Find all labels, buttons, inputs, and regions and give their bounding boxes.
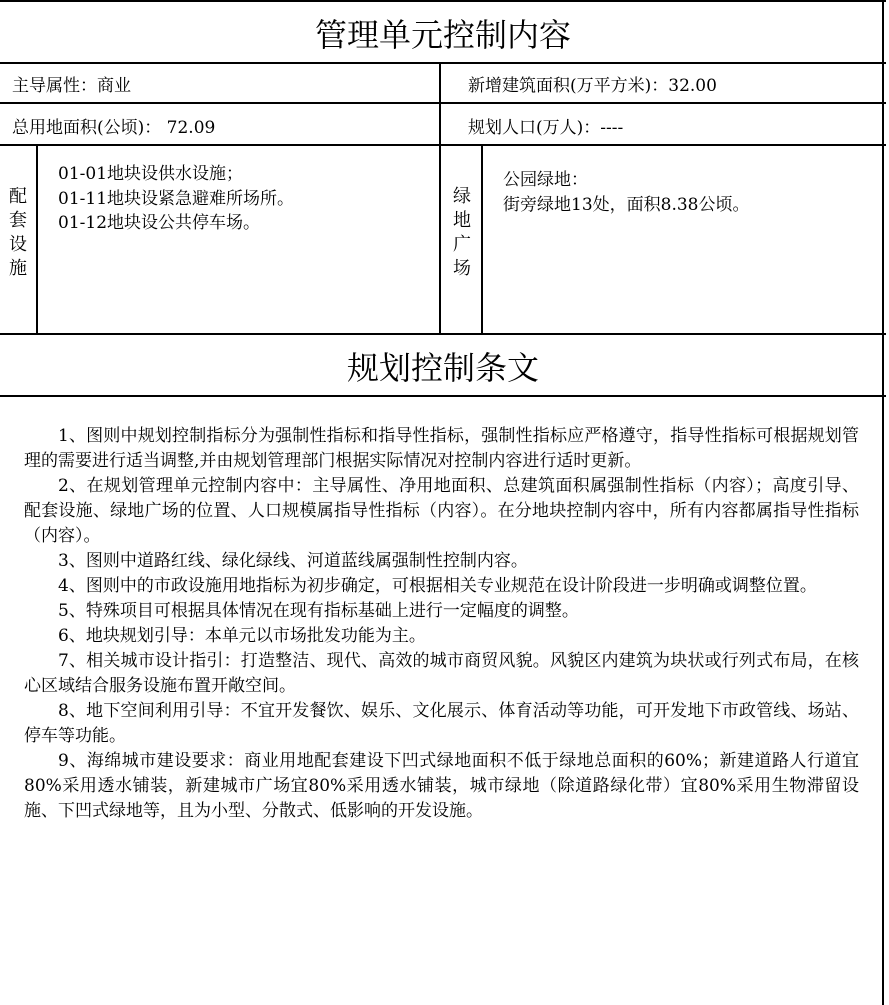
column-divider <box>481 144 483 335</box>
facilities-list <box>58 162 294 236</box>
page-title: 管理单元控制内容 <box>314 16 571 54</box>
column-divider <box>439 62 441 335</box>
list-item: 01-11地块设紧急避难所场所。 <box>58 188 295 209</box>
rule-paragraph: 8、地下空间利用引导：不宜开发餐饮、娱乐、文化展示、体育活动等功能，可开发地下市政管线、场站、停车等功能。 <box>24 701 859 746</box>
rule-paragraph: 6、地块规划引导：本单元以市场批发功能为主。 <box>58 626 426 646</box>
table-divider <box>0 102 886 104</box>
new-floor-area: 新增建筑面积(万平方米)：32.00 <box>468 76 717 96</box>
section-title: 规划控制条文 <box>346 349 539 387</box>
table-divider <box>0 333 886 335</box>
main-attribute: 主导属性：商业 <box>12 76 131 96</box>
list-item: 公园绿地： <box>503 170 588 190</box>
table-divider <box>0 144 886 146</box>
rules-text <box>24 424 859 824</box>
rule-paragraph: 9、海绵城市建设要求：商业用地配套建设下凹式绿地面积不低于绿地总面积的60%；新建道路人行道宜80%采用透水铺装，新建城市广场宜80%采用透水铺装，城市绿地（除道路绿化带）宜80%采用生物滞留设施、下凹式绿地等，且为小型、分散式、低影响的开发设施。 <box>24 751 859 821</box>
facilities-label: 配 套 设 施 <box>9 186 27 279</box>
table-divider <box>0 62 886 64</box>
green-space-label: 绿 地 广 场 <box>453 186 471 279</box>
planned-population: 规划人口(万人)：---- <box>468 118 624 138</box>
list-item: 01-12地块设公共停车场。 <box>58 213 261 233</box>
green-space-list <box>503 168 749 217</box>
rule-paragraph: 2、在规划管理单元控制内容中：主导属性、净用地面积、总建筑面积属强制性指标（内容）；高度引导、配套设施、绿地广场的位置、人口规模属指导性指标（内容）。在分地块控制内容中，所有内容都属指导性指标（内容）。 <box>24 476 859 546</box>
table-divider <box>0 395 886 397</box>
list-item: 街旁绿地13处，面积8.38公顷。 <box>503 194 750 215</box>
list-item: 01-01地块设供水设施； <box>58 164 244 184</box>
table-border-top <box>0 0 886 2</box>
total-land-area: 总用地面积(公顷)： 72.09 <box>12 118 216 138</box>
column-divider <box>36 144 38 335</box>
rule-paragraph: 1、图则中规划控制指标分为强制性指标和指导性指标，强制性指标应严格遵守，指导性指标可根据规划管理的需要进行适当调整,并由规划管理部门根据实际情况对控制内容进行适时更新。 <box>24 426 859 471</box>
rule-paragraph: 3、图则中道路红线、绿化绿线、河道蓝线属强制性控制内容。 <box>58 551 528 571</box>
rule-paragraph: 5、特殊项目可根据具体情况在现有指标基础上进行一定幅度的调整。 <box>58 601 579 621</box>
rule-paragraph: 4、图则中的市政设施用地指标为初步确定，可根据相关专业规范在设计阶段进一步明确或调整位置。 <box>58 576 817 596</box>
rule-paragraph: 7、相关城市设计指引：打造整洁、现代、高效的城市商贸风貌。风貌区内建筑为块状或行列式布局，在核心区域结合服务设施布置开敞空间。 <box>24 651 859 696</box>
